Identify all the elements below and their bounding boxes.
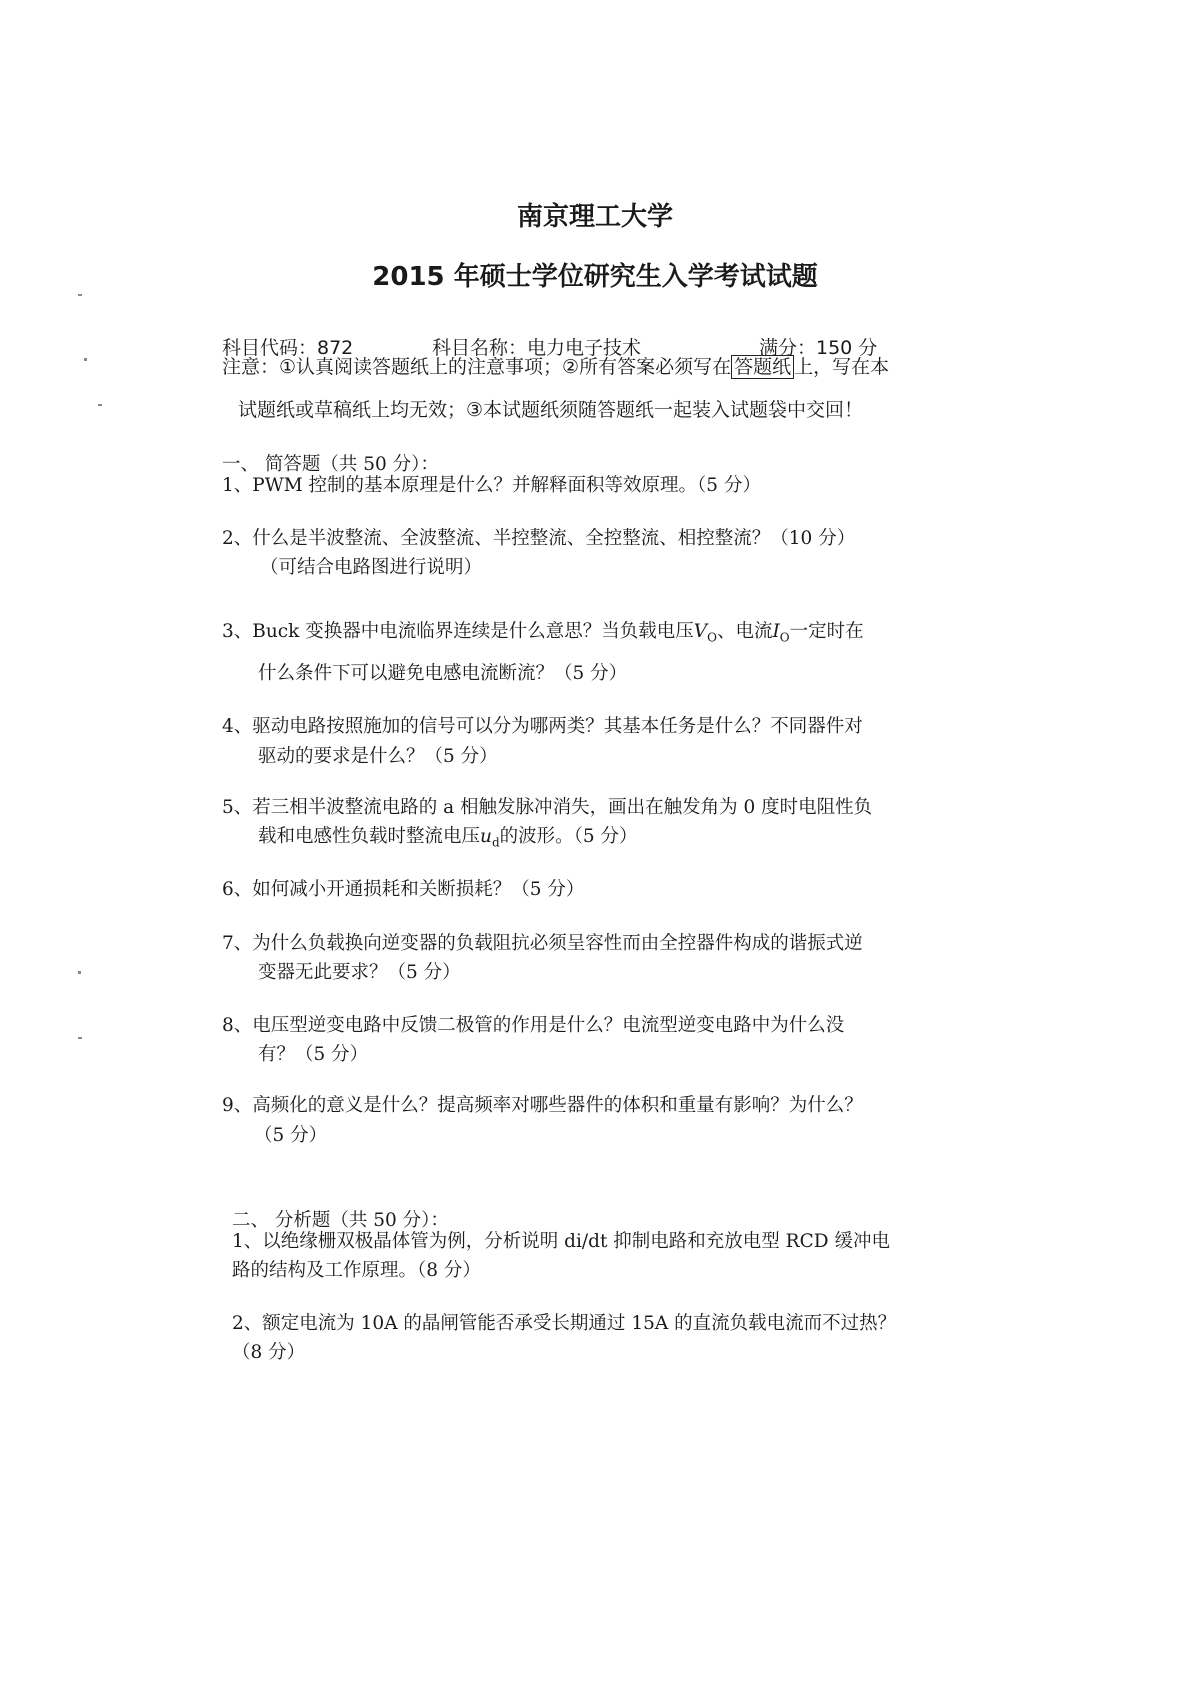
- q5-text-a: 载和电感性负载时整流电压: [258, 826, 481, 847]
- question-2-2-line-2: （8 分）: [232, 1342, 306, 1363]
- exam-title: 2015 年硕士学位研究生入学考试试题: [372, 262, 818, 292]
- scan-speck: [78, 1037, 82, 1039]
- notice-prefix: 注意：①认真阅读答题纸上的注意事项；②所有答案必须写在: [222, 356, 732, 378]
- subject-code: 科目代码：872: [222, 337, 354, 359]
- notice-suffix: 上，写在本: [794, 356, 890, 378]
- section-2-heading: 二、 分析题（共 50 分）：: [232, 1210, 449, 1231]
- question-1-2-line-2: （可结合电路图进行说明）: [260, 557, 483, 578]
- q5-voltage-subscript: d: [491, 835, 500, 850]
- question-1-9-line-1: 9、高频化的意义是什么？提高频率对哪些器件的体积和重量有影响？为什么？: [222, 1095, 863, 1116]
- school-name: 南京理工大学: [516, 202, 673, 232]
- q3-text-b: 、电流: [716, 621, 773, 642]
- question-1-8-line-2: 有？（5 分）: [258, 1044, 369, 1065]
- question-1-7-line-2: 变器无此要求？（5 分）: [258, 962, 461, 983]
- section-1-heading: 一、 简答题（共 50 分）：: [222, 454, 439, 475]
- scan-speck: [78, 294, 82, 296]
- question-1-5-line-2: [258, 821, 638, 859]
- question-2-1-line-2: 路的结构及工作原理。（8 分）: [232, 1260, 481, 1281]
- q3-current-subscript: O: [779, 630, 790, 645]
- q3-voltage-symbol: V: [693, 621, 708, 642]
- q3-text-c: 一定时在: [789, 621, 864, 642]
- question-1-3-line-1: [222, 616, 864, 654]
- question-1-5-line-1: 5、若三相半波整流电路的 a 相触发脉冲消失，画出在触发角为 0 度时电阻性负: [222, 797, 873, 818]
- question-1-7-line-1: 7、为什么负载换向逆变器的负载阻抗必须呈容性而由全控器件构成的谐振式逆: [222, 933, 863, 954]
- q3-voltage-subscript: O: [707, 630, 717, 645]
- q3-current-symbol: I: [772, 621, 780, 642]
- notice-line-2: 试题纸或草稿纸上均无效；③本试题纸须随答题纸一起装入试题袋中交回！: [238, 399, 864, 421]
- question-1-3-line-2: 什么条件下可以避免电感电流断流？（5 分）: [258, 663, 628, 684]
- question-2-1-line-1: 1、以绝缘栅双极晶体管为例，分析说明 di/dt 抑制电路和充放电型 RCD 缓冲电: [232, 1231, 890, 1252]
- q5-text-b: 的波形。（5 分）: [499, 826, 638, 847]
- notice-line-1: [222, 352, 889, 379]
- question-1-6: 6、如何减小开通损耗和关断损耗？（5 分）: [222, 879, 585, 900]
- scan-speck: [78, 971, 81, 974]
- question-2-2-line-1: 2、额定电流为 10A 的晶闸管能否承受长期通过 15A 的直流负载电流而不过热？: [232, 1313, 897, 1334]
- question-1-1: 1、PWM 控制的基本原理是什么？并解释面积等效原理。（5 分）: [222, 475, 761, 496]
- question-1-2-line-1: 2、什么是半波整流、全波整流、半控整流、全控整流、相控整流？（10 分）: [222, 528, 856, 549]
- q5-voltage-symbol: u: [480, 826, 492, 847]
- scan-speck: [98, 404, 102, 406]
- question-1-4-line-2: 驱动的要求是什么？（5 分）: [258, 746, 498, 767]
- q3-text-a: 3、Buck 变换器中电流临界连续是什么意思？当负载电压: [222, 621, 694, 642]
- scan-speck: [84, 358, 87, 361]
- full-score: 满分：150 分: [759, 337, 878, 359]
- question-1-9-line-2: （5 分）: [254, 1125, 328, 1146]
- question-1-4-line-1: 4、驱动电路按照施加的信号可以分为哪两类？其基本任务是什么？不同器件对: [222, 716, 863, 737]
- subject-name: 科目名称：电力电子技术: [432, 337, 642, 359]
- answer-sheet-boxed: 答题纸: [731, 355, 794, 379]
- question-1-8-line-1: 8、电压型逆变电路中反馈二极管的作用是什么？电流型逆变电路中为什么没: [222, 1015, 845, 1036]
